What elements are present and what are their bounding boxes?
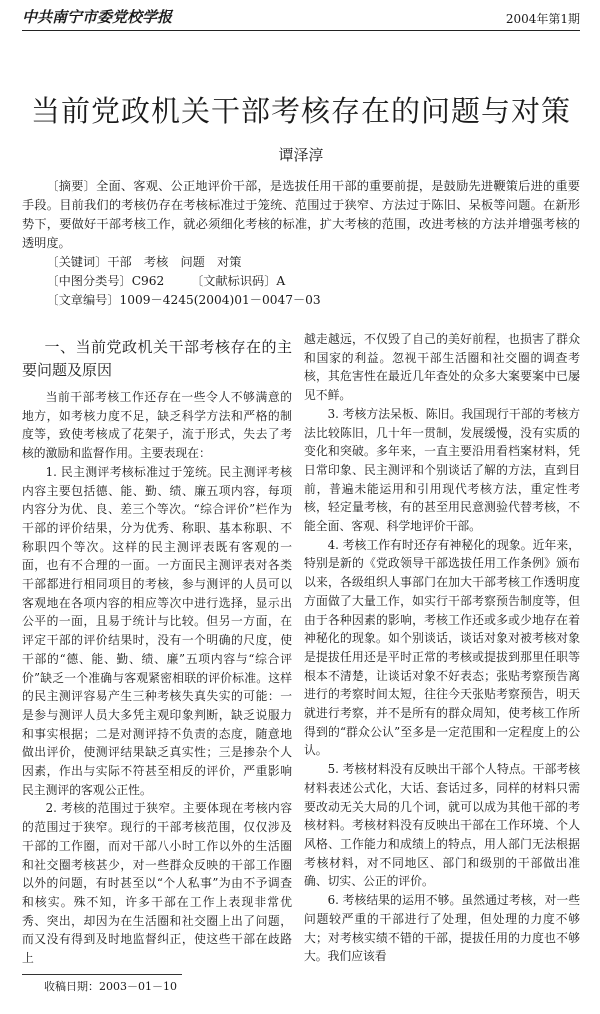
- keywords: 〔关键词〕干部 考核 问题 对策: [46, 255, 242, 269]
- article-title: 当前党政机关干部考核存在的问题与对策: [30, 94, 571, 128]
- abstract-text: 〔摘要〕全面、客观、公正地评价干部，是选拔任用干部的重要前提，是鼓励先进鞭策后进的重要手段。目前我们的考核仍存在考核标准过于笼统、范围过于狭窄、方法过于陈旧、呆板等问题。在新形势下，要做好干部考核工作，就必须细化考核的标准，扩大考核的范围，改进考核的方法并增强考核的透明度。: [22, 179, 580, 250]
- running-header: [22, 6, 580, 31]
- right-column: [304, 330, 580, 966]
- paragraph: 2. 考核的范围过于狭窄。主要体现在考核内容的范围过于狭窄。现行的干部考核范围，仅仅涉及干部的工作圈，而对干部八小时工作以外的生活圈和社交圈考核甚少，对一些群众反映的干部工作圈以外的问题，有时甚至以“个人私事”为由不予调查和核实。殊不知，许多干部在工作上表现非常优秀、突出，却因为在生活圈和社交圈上出了问题，而又没有得到及时地监督纠正，使这些干部在歧路上: [22, 801, 292, 966]
- abstract-block: [22, 177, 580, 310]
- section-heading: 一、当前党政机关干部考核存在的主要问题及原因: [22, 338, 292, 379]
- issue-label: 2004年第1期: [505, 12, 580, 26]
- paragraph: 当前干部考核工作还存在一些令人不够满意的地方，如考核力度不足，缺乏科学方法和严格的制度等，致使考核成了花架子，流于形式，失去了考核的激励和监督作用。主要表现在：: [22, 390, 292, 461]
- clc-number: 〔中图分类号〕C962: [46, 274, 165, 288]
- left-column: [22, 330, 292, 994]
- paragraph: 3. 考核方法呆板、陈旧。我国现行干部的考核方法比较陈旧，几十年一贯制，发展缓慢，没有实质的变化和突破。多年来，一直主要沿用看档案材料，凭日常印象、民主测评和个别谈话了解的方法，直到目前，普遍未能运用和引用现代考核方法，重定性考核，轻定量考核，有的甚至用民意测验代替考核，不能全面、客观、科学地评价干部。: [304, 406, 580, 534]
- paragraph: 6. 考核结果的运用不够。虽然通过考核，对一些问题较严重的干部进行了处理，但处理的力度不够大；对考核实绩不错的干部，提拔任用的力度也不够大。我们应该看: [304, 893, 580, 964]
- paragraph: 5. 考核材料没有反映出干部个人特点。干部考核材料表述公式化，大话、套话过多，同样的材料只需要改动无关大局的几个词，就可以成为其他干部的考核材料。考核材料没有反映出干部在工作环境、个人风格、工作能力和成绩上的特点，用人部门无法根据考核材料，对不同地区、部门和级别的干部做出准确、切实、公正的评价。: [304, 762, 580, 889]
- journal-name: 中共南宁市委党校学报: [22, 8, 173, 26]
- paragraph: 1. 民主测评考核标准过于笼统。民主测评考核内容主要包括德、能、勤、绩、廉五项内容，每项内容分为优、良、差三个等次。“综合评价”栏作为干部的评价结果，分为优秀、称职、基本称职、不称职四个等次。这样的民主测评表既有客观的一面，也有不合理的一面。一方面民主测评表对各类干部都进行相同项目的考核，参与测评的人员可以客观地在各项内容的相应等次中进行选择，显示出公平的一面，且易于统计与比较。但另一方面，在评定干部的评价结果时，没有一个明确的尺度，使干部的“德、能、勤、绩、廉”五项内容与“综合评价”缺乏一个准确与客观紧密相联的评价标准。这样的民主测评容易产生三种考核失真失实的可能：一是参与测评人员大多凭主观印象判断，缺乏说服力和事实根据；二是对测评持不负责的态度，随意地做出评价，使测评结果缺乏真实性；三是掺杂个人因素，作出与实际不符甚至相反的评价，严重影响民主测评的客观公正性。: [22, 464, 292, 797]
- document-code: 〔文献标识码〕A: [191, 274, 286, 288]
- article-number: 〔文章编号〕1009－4245(2004)01－0047－03: [46, 293, 321, 307]
- received-date: 收稿日期：2003－01－10: [44, 979, 177, 993]
- author: 谭泽淳: [278, 146, 324, 164]
- body-columns: [22, 330, 580, 994]
- paragraph-continuation: 越走越远，不仅毁了自己的美好前程，也损害了群众和国家的利益。忽视干部生活圈和社交圈的调查考核，其危害性在最近几年查处的众多大案要案中已屡见不鲜。: [304, 332, 580, 403]
- paragraph: 4. 考核工作有时还存有神秘化的现象。近年来，特别是新的《党政领导干部选拔任用工作条例》颁布以来，各级组织人事部门在加大干部考核工作透明度方面做了大量工作，如实行干部考察预告制度等，但由于各种因素的影响，考核工作还或多或少地存在着神秘化的现象。如个别谈话，谈话对象对被考核对象是提拔任用还是平时正常的考核或提拔到那里任职等根本不清楚，让谈话对象不好表态；张贴考察预告离进行的考察时间太短，往往今天张贴考察预告，明天就进行考察，并不是所有的群众周知，使考核工作所得到的“群众公认”至多是一定范围和一定程度上的公认。: [304, 537, 580, 758]
- footnote-rule: [22, 974, 182, 975]
- classification-line: [22, 272, 580, 310]
